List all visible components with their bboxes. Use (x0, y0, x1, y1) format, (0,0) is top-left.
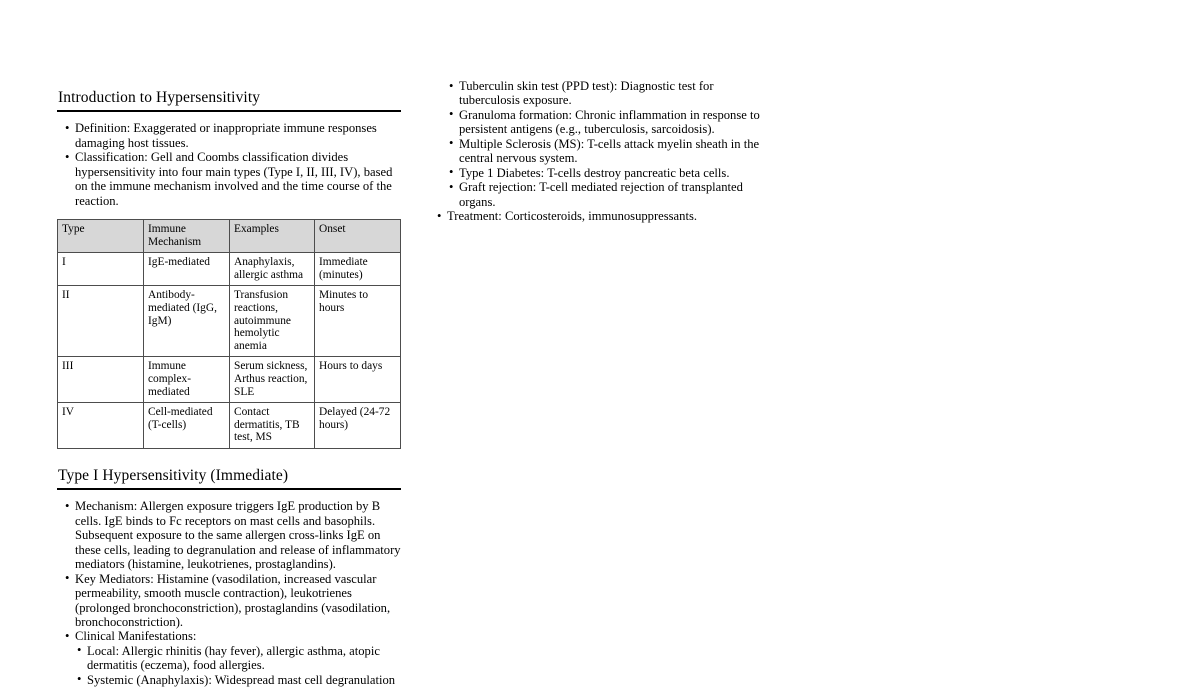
list-item-text: Clinical Manifestations: (75, 629, 197, 644)
sub-list-item-text: Granuloma formation: Chronic inflammation in response to persistent antigens (e.g., tuberculosis, sarcoidosis). (459, 107, 760, 137)
list-item-text: Classification: Gell and Coombs classification divides hypersensitivity into four main types (Type I, II, III, IV), based on the immune mechanism involved and the time course of the reaction. (75, 150, 393, 208)
sub-list-item (77, 644, 401, 673)
list-item-text: Key Mediators: Histamine (vasodilation, increased vascular permeability, smooth muscle contraction), leukotrienes (prolonged bronchoconstriction), prostaglandins (vasodilation, bronchoconstriction). (75, 571, 391, 629)
table-row (58, 286, 401, 357)
bullet-icon: • (65, 120, 70, 135)
bullet-icon: • (65, 571, 70, 586)
sub-list-item-text: Local: Allergic rhinitis (hay fever), allergic asthma, atopic dermatitis (eczema), food allergies. (87, 643, 380, 673)
sub-list-item (449, 166, 774, 180)
table-cell: I (58, 253, 144, 286)
table-cell: Contact dermatitis, TB test, MS (230, 403, 315, 449)
table-cell: IV (58, 403, 144, 449)
list-item-text: Mechanism: Allergen exposure triggers IgE production by B cells. IgE binds to Fc receptors on mast cells and basophils. Subsequent exposure to the same allergen cross-links IgE on these cells, leading to degranulation and release of inflammatory mediators (histamine, leukotrienes, prostaglandins). (75, 499, 401, 572)
section-heading-type-i: Type I Hypersensitivity (Immediate) (57, 466, 401, 490)
table-cell: Hours to days (315, 357, 401, 403)
list-item (65, 121, 401, 150)
table-header-cell: Immune Mechanism (144, 220, 230, 253)
bullet-icon: • (449, 107, 454, 122)
section-heading-introduction: Introduction to Hypersensitivity (57, 88, 401, 112)
table-cell: Transfusion reactions, autoimmune hemolytic anemia (230, 286, 315, 357)
table-row (58, 357, 401, 403)
sub-list-item (449, 79, 774, 108)
table-cell: Immune complex-mediated (144, 357, 230, 403)
hypersensitivity-types-table (57, 219, 401, 449)
list-item (437, 209, 774, 223)
list-item (65, 150, 401, 208)
sub-list-item-text: Multiple Sclerosis (MS): T-cells attack myelin sheath in the central nervous system. (459, 136, 760, 166)
bullet-icon: • (449, 179, 454, 194)
bullet-icon: • (449, 165, 454, 180)
sub-list-item (77, 673, 401, 687)
sub-list-item-text: Tuberculin skin test (PPD test): Diagnostic test for tuberculosis exposure. (459, 79, 714, 108)
bullet-icon: • (437, 208, 442, 223)
sub-list-item (449, 108, 774, 137)
table-cell: IgE-mediated (144, 253, 230, 286)
sub-list-item-text: Graft rejection: T-cell mediated rejection of transplanted organs. (459, 180, 743, 209)
list-item (65, 629, 401, 643)
bullet-icon: • (65, 498, 70, 513)
bullet-icon: • (77, 672, 82, 687)
table-header-row (58, 220, 401, 253)
table-header-cell: Type (58, 220, 144, 253)
list-item-text: Definition: Exaggerated or inappropriate immune responses damaging host tissues. (75, 121, 377, 150)
table-header-cell: Examples (230, 220, 315, 253)
bullet-icon: • (77, 643, 82, 658)
sub-list-item-text: Type 1 Diabetes: T-cells destroy pancreatic beta cells. (459, 165, 730, 180)
table-cell: Cell-mediated (T-cells) (144, 403, 230, 449)
list-item-text: Treatment: Corticosteroids, immunosuppressants. (447, 209, 697, 224)
sub-list-item-text: Systemic (Anaphylaxis): Widespread mast cell degranulation (87, 672, 396, 687)
table-cell: Antibody-mediated (IgG, IgM) (144, 286, 230, 357)
table-cell: Minutes to hours (315, 286, 401, 357)
intro-bullet-list (57, 121, 401, 208)
table-cell: Serum sickness, Arthus reaction, SLE (230, 357, 315, 403)
bullet-icon: • (449, 78, 454, 93)
table-cell: Anaphylaxis, allergic asthma (230, 253, 315, 286)
sub-list-item (449, 137, 774, 166)
sub-list-item (449, 180, 774, 209)
bullet-icon: • (65, 149, 70, 164)
table-cell: II (58, 286, 144, 357)
table-row (58, 253, 401, 286)
type-i-bullet-list (57, 499, 401, 687)
table-cell: Immediate (minutes) (315, 253, 401, 286)
bullet-icon: • (65, 628, 70, 643)
type-iv-examples-list (429, 79, 774, 224)
list-item (65, 572, 401, 630)
table-row (58, 403, 401, 449)
bullet-icon: • (449, 136, 454, 151)
left-column (57, 88, 401, 687)
table-cell: Delayed (24-72 hours) (315, 403, 401, 449)
table-header-cell: Onset (315, 220, 401, 253)
list-item (65, 499, 401, 571)
right-column (429, 79, 774, 224)
table-cell: III (58, 357, 144, 403)
